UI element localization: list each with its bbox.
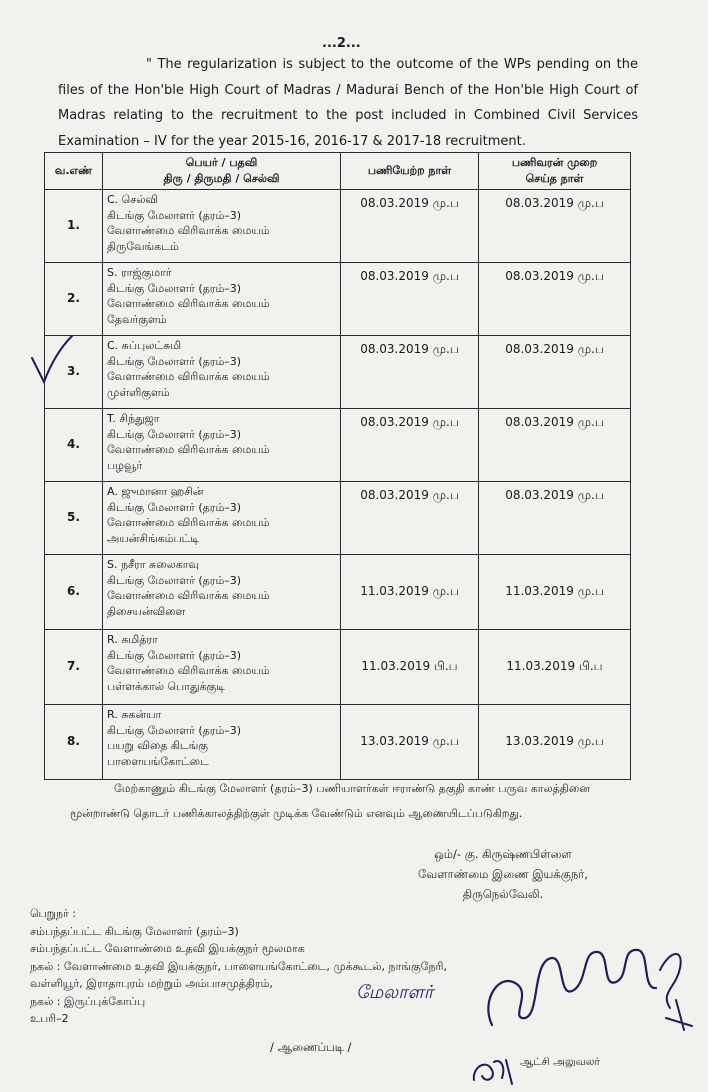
row-join-date: 08.03.2019 மு.ப	[341, 409, 479, 482]
row-details	[103, 190, 341, 263]
row-sn: 5.	[45, 482, 103, 555]
row-name: S. ராஜ்குமார்	[107, 266, 172, 279]
row-office: வேளாண்மை விரிவாக்க மையம்	[107, 297, 270, 310]
row-regularized-date: 08.03.2019 மு.ப	[479, 190, 631, 263]
row-sn: 8.	[45, 705, 103, 780]
row-post: கிடங்கு மேலாளர் (தரம்–3)	[107, 208, 242, 222]
row-sn: 4.	[45, 409, 103, 482]
row-place: திசையன்விளை	[107, 604, 186, 618]
row-place: அயன்சிங்கம்பட்டி	[107, 531, 200, 545]
row-post: கிடங்கு மேலாளர் (தரம்–3)	[107, 723, 242, 737]
copy-to-line-cont: வள்ளியூர், இராதாபுரம் மற்றும் அம்பாசமுத்திரம்,	[30, 977, 273, 990]
file-copy-line: நகல் : இருப்புக்கோப்பு	[30, 994, 146, 1008]
intro-text: " The regularization is subject to the outcome of the WPs pending on the files of the Hon'ble High Court of Madras / Madurai Bench of the Hon'ble High Court of Madras relating to the recruitment to the post included in Combined Civil Services Examination – IV for the year 2015-16, 2016-17 & 2017-18 recruitment.	[58, 57, 638, 149]
row-regularized-date: 11.03.2019 மு.ப	[479, 555, 631, 630]
table-row	[45, 409, 631, 482]
row-place: தேவர்குளம்	[107, 312, 167, 326]
header-sn: வ.எண்	[45, 153, 103, 190]
row-name: C. செல்வி	[107, 193, 158, 206]
row-place: பாளையங்கோட்டை	[107, 754, 209, 768]
copy-to-line: நகல் : வேளாண்மை உதவி இயக்குநர், பாளையங்கோட்டை, முக்கூடல், நாங்குநேரி,	[30, 959, 447, 973]
spare-copies-line: உபரி–2	[30, 1012, 69, 1025]
signature-line2: வேளாண்மை இணை இயக்குநர்,	[418, 867, 588, 881]
page-number: ...2...	[322, 36, 361, 51]
table-row	[45, 190, 631, 263]
recipients-line2: சம்பந்தப்பட்ட கிடங்கு மேலாளர் (தரம்–3)	[30, 924, 239, 938]
table-row	[45, 482, 631, 555]
row-sn: 2.	[45, 263, 103, 336]
row-regularized-date: 11.03.2019 பி.ப	[479, 630, 631, 705]
signature-line3: திருநெல்வேலி.	[462, 887, 544, 901]
header-name-line1: பெயர் / பதவி	[185, 156, 258, 169]
row-details	[103, 705, 341, 780]
check-mark-icon	[28, 330, 78, 390]
recipients-label: பெறுநர் :	[30, 907, 76, 920]
row-place: திருவேங்கடம்	[107, 239, 179, 253]
row-regularized-date: 08.03.2019 மு.ப	[479, 336, 631, 409]
row-post: கிடங்கு மேலாளர் (தரம்–3)	[107, 427, 242, 441]
table-row	[45, 336, 631, 409]
recipients-line3: சம்பந்தப்பட்ட வேளாண்மை உதவி இயக்குநர் மூலமாக	[30, 942, 305, 955]
row-place: பழவூர்	[107, 458, 143, 472]
row-office: வேளாண்மை விரிவாக்க மையம்	[107, 443, 270, 456]
header-regularized-line2: செய்த நாள்	[525, 172, 584, 185]
row-sn: 6.	[45, 555, 103, 630]
header-name	[103, 153, 341, 190]
row-office: வேளாண்மை விரிவாக்க மையம்	[107, 516, 270, 529]
body-paragraph	[70, 776, 630, 826]
row-regularized-date: 08.03.2019 மு.ப	[479, 482, 631, 555]
table-row	[45, 705, 631, 780]
initials-mark	[468, 1050, 518, 1090]
row-office: வேளாண்மை விரிவாக்க மையம்	[107, 589, 270, 602]
row-sn: 7.	[45, 630, 103, 705]
row-details	[103, 630, 341, 705]
row-office: வேளாண்மை விரிவாக்க மையம்	[107, 664, 270, 677]
row-join-date: 08.03.2019 மு.ப	[341, 263, 479, 336]
row-regularized-date: 13.03.2019 மு.ப	[479, 705, 631, 780]
row-name: C. சுப்புலட்சுமி	[107, 339, 182, 352]
signature-line1: ஒம்/- கு. கிருஷ்ணபிள்ளை	[434, 847, 572, 861]
row-regularized-date: 08.03.2019 மு.ப	[479, 409, 631, 482]
row-details	[103, 263, 341, 336]
row-sn: 3.	[45, 336, 103, 409]
row-name: T. சிந்துஜா	[107, 412, 160, 425]
row-details	[103, 336, 341, 409]
row-place: பள்ளக்கால் பொதுக்குடி	[107, 679, 226, 693]
row-post: கிடங்கு மேலாளர் (தரம்–3)	[107, 354, 242, 368]
row-post: கிடங்கு மேலாளர் (தரம்–3)	[107, 500, 242, 514]
row-post: கிடங்கு மேலாளர் (தரம்–3)	[107, 281, 242, 295]
row-sn: 1.	[45, 190, 103, 263]
row-join-date: 08.03.2019 மு.ப	[341, 482, 479, 555]
regularization-table	[44, 152, 631, 780]
table-body	[45, 190, 631, 780]
row-post: கிடங்கு மேலாளர் (தரம்–3)	[107, 648, 242, 662]
table-row	[45, 555, 631, 630]
row-name: S. நசீரா சுலைகாவு	[107, 558, 200, 571]
row-regularized-date: 08.03.2019 மு.ப	[479, 263, 631, 336]
row-join-date: 13.03.2019 மு.ப	[341, 705, 479, 780]
signature-block	[378, 844, 628, 904]
row-post: கிடங்கு மேலாளர் (தரம்–3)	[107, 573, 242, 587]
table-row	[45, 630, 631, 705]
row-join-date: 08.03.2019 மு.ப	[341, 336, 479, 409]
row-office: பயறு விதை கிடங்கு	[107, 739, 209, 752]
table-header-row	[45, 153, 631, 190]
intro-paragraph	[58, 52, 638, 154]
footer-office: ஆட்சி அலுவலர்	[520, 1056, 600, 1068]
row-office: வேளாண்மை விரிவாக்க மையம்	[107, 370, 270, 383]
row-details	[103, 555, 341, 630]
handwritten-note	[356, 978, 486, 1008]
row-name: A. ஜுமானா ஹசின்	[107, 485, 204, 498]
row-place: முள்ளிகுளம்	[107, 385, 170, 399]
body-paragraph-text: மேற்காணும் கிடங்கு மேலாளர் (தரம்–3) பணியாளர்கள் ஈராண்டு தகுதி காண் பருவ காலத்தினை மூன்றாண்டு தொடர் பணிக்காலத்திற்குள் முடிக்க வேண்டும் எனவும் ஆணையிடப்படுகிறது.	[70, 782, 590, 820]
row-name: R. சுமித்ரா	[107, 633, 158, 646]
row-office: வேளாண்மை விரிவாக்க மையம்	[107, 224, 270, 237]
table-row	[45, 263, 631, 336]
handwritten-note-text: மேலாளர்	[356, 982, 434, 1003]
row-name: R. சுகன்யா	[107, 708, 162, 721]
header-regularized-line1: பணிவரன் முறை	[511, 156, 598, 169]
row-details	[103, 482, 341, 555]
row-join-date: 08.03.2019 மு.ப	[341, 190, 479, 263]
row-details	[103, 409, 341, 482]
header-regularized-date	[479, 153, 631, 190]
handwritten-signature	[470, 930, 700, 1040]
header-name-line2: திரு / திருமதி / செல்வி	[163, 172, 280, 185]
header-join-date: பணியேற்ற நாள்	[341, 153, 479, 190]
row-join-date: 11.03.2019 மு.ப	[341, 555, 479, 630]
row-join-date: 11.03.2019 பி.ப	[341, 630, 479, 705]
footer-order-label: / ஆணைப்படி /	[270, 1040, 352, 1054]
